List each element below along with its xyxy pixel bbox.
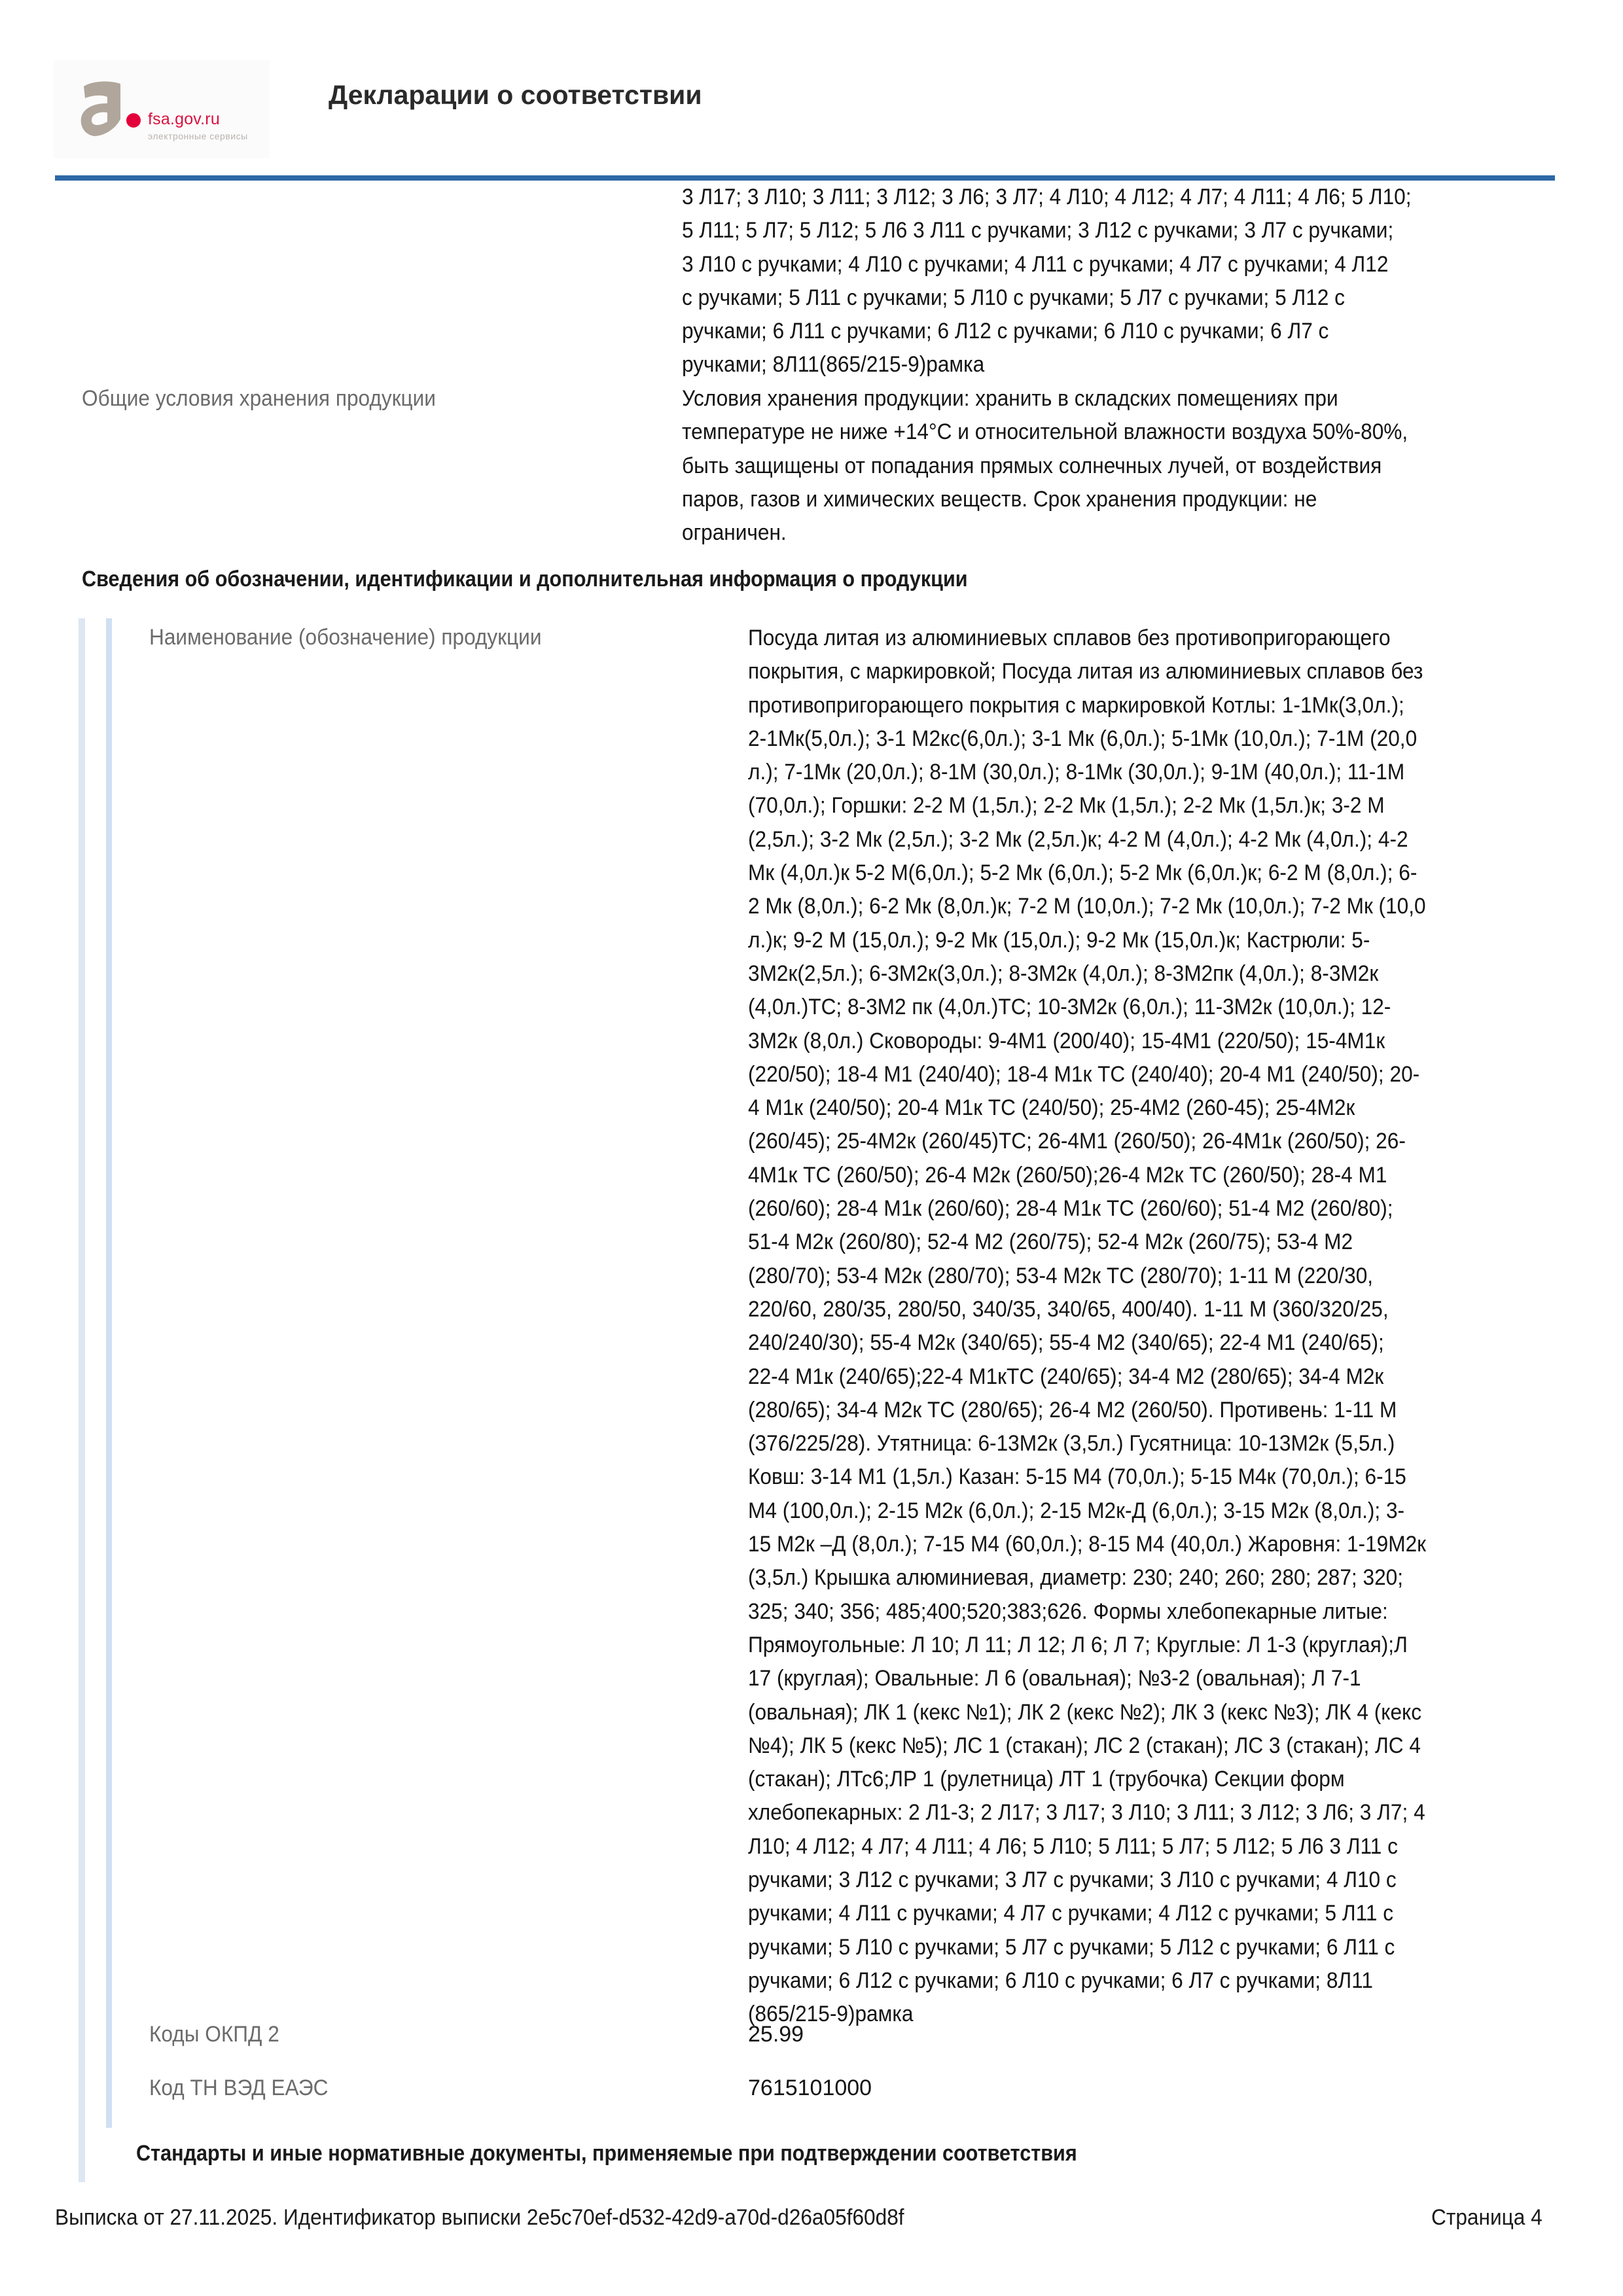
text-line: л.); 7-1Мк (20,0л.); 8-1М (30,0л.); 8-1Мк (30,0л.); 9-1М (40,0л.); 11-1М [748, 760, 1405, 785]
text-line: 4 М1к (240/50); 20-4 М1к ТС (240/50); 25-4М2 (260-45); 25-4М2к [748, 1095, 1355, 1121]
text-line: ручками; 4 Л11 с ручками; 4 Л7 с ручками; 4 Л12 с ручками; 5 Л11 с [748, 1901, 1394, 1926]
standards-section-heading: Стандарты и иные нормативные документы, применяемые при подтверждении соответствия [136, 2141, 1077, 2166]
text-line: 4М1к ТС (260/50); 26-4 М2к (260/50);26-4 М2к ТС (260/50); 28-4 М1 [748, 1162, 1387, 1188]
text-line: (280/70); 53-4 М2к (280/70); 53-4 М2к ТС (280/70); 1-11 М (220/30, [748, 1263, 1374, 1288]
text-line: Посуда литая из алюминиевых сплавов без противопригорающего [748, 626, 1391, 650]
text-line: 3М2к (8,0л.) Сковороды: 9-4М1 (200/40); 15-4М1 (220/50); 15-4М1к [748, 1028, 1385, 1053]
text-line: 2-1Мк(5,0л.); 3-1 М2кс(6,0л.); 3-1 Мк (6,0л.); 5-1Мк (10,0л.); 7-1М (20,0 [748, 726, 1418, 751]
identification-section-heading: Сведения об обозначении, идентификации и дополнительная информация о продукции [82, 567, 968, 592]
text-line: (865/215-9)рамка [748, 2002, 914, 2027]
text-line: Условия хранения продукции: хранить в складских помещениях при [682, 386, 1338, 411]
storage-conditions-value [682, 382, 1463, 550]
tnved-label: Код ТН ВЭД ЕАЭС [149, 2075, 329, 2100]
text-line: 3 Л10 с ручками; 4 Л10 с ручками; 4 Л11 с ручками; 4 Л7 с ручками; 4 Л12 [682, 251, 1389, 277]
text-line: температуре не ниже +14°С и относительной влажности воздуха 50%-80%, [682, 419, 1408, 445]
text-line: (376/225/28). Утятница: 6-13М2к (3,5л.) Гусятница: 10-13М2к (5,5л.) [748, 1431, 1395, 1457]
text-line: быть защищены от попадания прямых солнечных лучей, от воздействия [682, 453, 1382, 478]
text-line: 51-4 М2к (260/80); 52-4 М2 (260/75); 52-4 М2к (260/75); 53-4 М2 [748, 1229, 1353, 1255]
okpd2-value: 25.99 [748, 2022, 804, 2047]
text-line: (70,0л.); Горшки: 2-2 М (1,5л.); 2-2 Мк (1,5л.); 2-2 Мк (1,5л.)к; 3-2 М [748, 793, 1385, 819]
text-line: (260/45); 25-4М2к (260/45)ТС; 26-4М1 (260/50); 26-4М1к (260/50); 26- [748, 1129, 1406, 1154]
text-line: (2,5л.); 3-2 Мк (2,5л.); 3-2 Мк (2,5л.)к; 4-2 М (4,0л.); 4-2 Мк (4,0л.); 4-2 [748, 826, 1408, 852]
text-line: (280/65); 34-4 М2к ТС (280/65); 26-4 М2 (260/50). Противень: 1-11 М [748, 1397, 1397, 1422]
section-indent-bar [79, 618, 85, 2182]
text-line: №4); ЛК 5 (кекс №5); ЛС 1 (стакан); ЛС 2 (стакан); ЛС 3 (стакан); ЛС 4 [748, 1733, 1421, 1758]
tnved-value: 7615101000 [748, 2075, 872, 2100]
text-line: Ковш: 3-14 М1 (1,5л.) Казан: 5-15 М4 (70,0л.); 5-15 М4к (70,0л.); 6-15 [748, 1464, 1406, 1490]
footer-page-number: Страница 4 [1431, 2205, 1543, 2230]
text-line: 15 М2к –Д (8,0л.); 7-15 М4 (60,0л.); 8-15 М4 (40,0л.) Жаровня: 1-19М2к [748, 1532, 1427, 1557]
text-line: ручками; 8Л11(865/215-9)рамка [682, 352, 985, 378]
text-line: ручками; 6 Л12 с ручками; 6 Л10 с ручками; 6 Л7 с ручками; 8Л11 [748, 1968, 1373, 1993]
fsa-logo-mark-icon [77, 77, 130, 143]
logo-subtitle-text: электронные сервисы [148, 131, 248, 141]
logo-dot [126, 113, 141, 128]
text-line: 220/60, 280/35, 280/50, 340/35, 340/65, 400/40). 1-11 М (360/320/25, [748, 1296, 1389, 1322]
text-line: ручками; 3 Л12 с ручками; 3 Л7 с ручками; 3 Л10 с ручками; 4 Л10 с [748, 1867, 1397, 1892]
product-name-value [748, 622, 1477, 2031]
header-divider [55, 175, 1555, 181]
text-line: ручками; 5 Л10 с ручками; 5 Л7 с ручками; 5 Л12 с ручками; 6 Л11 с [748, 1934, 1395, 1960]
text-line: (овальная); ЛК 1 (кекс №1); ЛК 2 (кекс №2); ЛК 3 (кекс №3); ЛК 4 (кекс [748, 1699, 1422, 1725]
text-line: (стакан); ЛТс6;ЛР 1 (рулетница) ЛТ 1 (трубочка) Секции форм [748, 1767, 1345, 1792]
okpd2-label: Коды ОКПД 2 [149, 2022, 279, 2047]
text-line: 22-4 М1к (240/65);22-4 М1кТС (240/65); 34-4 М2 (280/65); 34-4 М2к [748, 1364, 1384, 1389]
continued-product-list [682, 181, 1466, 382]
text-line: 17 (круглая); Овальные: Л 6 (овальная); №3-2 (овальная); Л 7-1 [748, 1666, 1361, 1691]
subsection-indent-bar [106, 618, 112, 2128]
text-line: (260/60); 28-4 М1к (260/60); 28-4 М1к ТС (260/60); 51-4 М2 (260/80); [748, 1196, 1393, 1222]
storage-conditions-label: Общие условия хранения продукции [82, 386, 436, 411]
text-line: 325; 340; 356; 485;400;520;383;626. Формы хлебопекарные литые: [748, 1598, 1388, 1624]
text-line: 5 Л11; 5 Л7; 5 Л12; 5 Л6 3 Л11 с ручками; 3 Л12 с ручками; 3 Л7 с ручками; [682, 218, 1394, 243]
text-line: паров, газов и химических веществ. Срок хранения продукции: не [682, 486, 1317, 512]
text-line: 240/240/30); 55-4 М2к (340/65); 55-4 М2 (340/65); 22-4 М1 (240/65); [748, 1330, 1384, 1356]
text-line: (3,5л.) Крышка алюминиевая, диаметр: 230; 240; 260; 280; 287; 320; [748, 1565, 1404, 1591]
product-name-label: Наименование (обозначение) продукции [149, 625, 542, 650]
text-line: Мк (4,0л.)к 5-2 М(6,0л.); 5-2 Мк (6,0л.); 5-2 Мк (6,0л.)к; 6-2 М (8,0л.); 6- [748, 860, 1418, 886]
text-line: 2 Мк (8,0л.); 6-2 Мк (8,0л.)к; 7-2 М (10,0л.); 7-2 Мк (10,0л.); 7-2 Мк (10,0 [748, 894, 1426, 919]
text-line: противопригорающего покрытия с маркировкой Котлы: 1-1Мк(3,0л.); [748, 692, 1404, 718]
text-line: (4,0л.)ТС; 8-3М2 пк (4,0л.)ТС; 10-3М2к (6,0л.); 11-3М2к (10,0л.); 12- [748, 995, 1391, 1020]
text-line: хлебопекарных: 2 Л1-3; 2 Л17; 3 Л17; 3 Л10; 3 Л11; 3 Л12; 3 Л6; 3 Л7; 4 [748, 1800, 1425, 1826]
page-title: Декларации о соответствии [329, 80, 702, 110]
text-line: (220/50); 18-4 М1 (240/40); 18-4 М1к ТС (240/40); 20-4 М1 (240/50); 20- [748, 1061, 1420, 1087]
text-line: л.)к; 9-2 М (15,0л.); 9-2 Мк (15,0л.); 9-2 Мк (15,0л.)к; Кастрюли: 5- [748, 927, 1370, 953]
text-line: с ручками; 5 Л11 с ручками; 5 Л10 с ручками; 5 Л7 с ручками; 5 Л12 с [682, 285, 1345, 310]
text-line: ручками; 6 Л11 с ручками; 6 Л12 с ручками; 6 Л10 с ручками; 6 Л7 с [682, 319, 1329, 344]
text-line: ограничен. [682, 520, 787, 546]
footer-extract-info: Выписка от 27.11.2025. Идентификатор выписки 2e5c70ef-d532-42d9-a70d-d26a05f60d8f [55, 2205, 904, 2230]
logo-site-text: fsa.gov.ru [148, 110, 220, 128]
text-line: 3М2к(2,5л.); 6-3М2к(3,0л.); 8-3М2к (4,0л.); 8-3М2пк (4,0л.); 8-3М2к [748, 961, 1379, 986]
text-line: 3 Л17; 3 Л10; 3 Л11; 3 Л12; 3 Л6; 3 Л7; 4 Л10; 4 Л12; 4 Л7; 4 Л11; 4 Л6; 5 Л10; [682, 185, 1412, 209]
text-line: М4 (100,0л.); 2-15 М2к (6,0л.); 2-15 М2к-Д (6,0л.); 3-15 М2к (8,0л.); 3- [748, 1498, 1405, 1523]
text-line: покрытия, с маркировкой; Посуда литая из алюминиевых сплавов без [748, 659, 1423, 684]
text-line: Л10; 4 Л12; 4 Л7; 4 Л11; 4 Л6; 5 Л10; 5 Л11; 5 Л7; 5 Л12; 5 Л6 3 Л11 с [748, 1833, 1398, 1859]
text-line: Прямоугольные: Л 10; Л 11; Л 12; Л 6; Л 7; Круглые: Л 1-3 (круглая);Л [748, 1632, 1408, 1657]
